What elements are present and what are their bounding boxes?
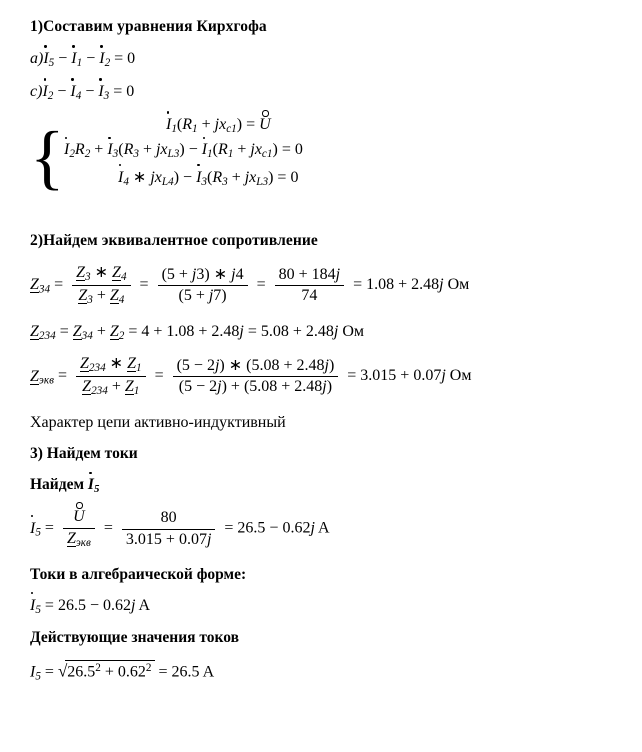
z234-equation: Z234 = Z34 + Z2 = 4 + 1.08 + 2.48j = 5.08 + 2.48j Ом <box>30 323 365 343</box>
phasor-i5: I <box>43 50 49 67</box>
phasor-i3: I <box>98 83 104 101</box>
z34-result: = 1.08 + 2.48j Ом <box>353 276 470 294</box>
equation-a <box>30 50 616 69</box>
zekv-result: = 3.015 + 0.07j Ом <box>347 367 472 385</box>
i5-alg-symbol: I <box>30 596 36 614</box>
i5-alg-rhs: = 26.5 − 0.62j A <box>44 596 151 614</box>
i5-fraction-2: $\frac{80}{3.015 + 0.07j}$ <box>122 509 215 549</box>
equation-c-label: c) <box>30 83 43 101</box>
z34-equation: Z34 = $\frac{Z3 ∗ Z4}{Z3 + Z4}$ = $\frac{(5 + j3) ∗ j4}{(5 + j7)}$ = $\frac{80 + 184j}{74}$ = 1.08 + 2.48j Ом <box>30 264 470 307</box>
phasor-i2-c: I <box>42 83 48 101</box>
zekv-fraction-1: $\frac{Z234 ∗ Z1}{Z234 + Z1}$ <box>76 355 146 398</box>
minus-2: − <box>86 50 96 67</box>
find-i5-sub: 5 <box>93 483 100 496</box>
z234-subscript: 234 <box>38 330 56 343</box>
section1-heading: 1)Составим уравнения Кирхгофа <box>30 18 267 35</box>
i5-rms-symbol: I <box>30 663 36 681</box>
algebraic-form-heading: Токи в алгебраической форме: <box>30 565 247 583</box>
z34-equals: = <box>54 276 64 294</box>
equation-c-rhs: = 0 <box>113 83 135 101</box>
i5-rms-result: = 26.5 A <box>158 663 215 681</box>
z234-symbol: Z <box>30 323 39 341</box>
phasor-i4-sub: 4 <box>75 90 82 103</box>
minus-2c: − <box>85 83 95 101</box>
z34-symbol: Z <box>30 276 39 294</box>
circuit-character: Характер цепи активно-индуктивный <box>30 414 286 432</box>
i5-equals: = <box>44 519 54 537</box>
z34-fraction-1: $\frac{Z3 ∗ Z4}{Z3 + Z4}$ <box>72 264 130 307</box>
phasor-i5-sub: 5 <box>48 57 55 70</box>
minus-1c: − <box>57 83 67 101</box>
zekv-fraction-2: $\frac{(5 - 2j) ∗ (5.08 + 2.48j)}{(5 - 2j) + (5.08 + 2.48j)}$ <box>173 357 339 397</box>
phasor-i2: I <box>99 50 105 67</box>
i5-fraction-1: $\frac{U}{\text{Zэкв}}$ <box>63 508 95 549</box>
i5-algebraic-value <box>30 597 616 616</box>
square-root <box>58 660 155 682</box>
equation-c <box>30 83 616 102</box>
find-i5-symbol: I <box>87 476 94 494</box>
radicand: 26.5$^2$ + 0.62$^2$ <box>65 660 154 682</box>
find-i5-text: Найдем <box>30 476 88 494</box>
kirchhoff-system <box>30 116 616 202</box>
i5-rms-equation <box>30 660 616 684</box>
system-line-1: I1(R1 + jxc1) = U <box>166 116 271 136</box>
minus-1: − <box>58 50 68 67</box>
radical-sign: √ <box>57 661 68 681</box>
equation-a-label: a) <box>30 50 44 67</box>
i5-result: = 26.5 − 0.62j A <box>224 519 330 537</box>
zekv-subscript: экв <box>38 374 54 387</box>
rms-heading: Действующие значения токов <box>30 628 240 646</box>
z34-fraction-3: $\frac{80 + 184j}{74}$ <box>275 266 344 306</box>
z34-subscript: 34 <box>38 283 51 296</box>
zekv-equals: = <box>57 367 67 385</box>
system-line-3: I4 ∗ jxL4) − I3(R3 + jxL3) = 0 <box>118 168 299 188</box>
phasor-i2-c-sub: 2 <box>47 90 54 103</box>
phasor-i2-sub: 2 <box>104 57 111 70</box>
equation-a-rhs: = 0 <box>114 50 136 67</box>
i5-rms-equals: = <box>44 663 54 681</box>
system-line-2: I2R2 + I3(R3 + jxL3) − I1(R1 + jxc1) = 0 <box>64 141 303 161</box>
system-brace: { <box>30 117 65 198</box>
find-i5-heading <box>30 476 616 495</box>
i5-symbol: I <box>30 519 36 537</box>
phasor-i1: I <box>71 50 77 67</box>
zekv-symbol: Z <box>30 367 39 385</box>
phasor-i1-sub: 1 <box>76 57 83 70</box>
i5-sub: 5 <box>35 526 41 539</box>
phasor-i3-sub: 3 <box>103 90 110 103</box>
i5-rms-sub: 5 <box>35 670 41 683</box>
section3-heading: 3) Найдем токи <box>30 445 138 463</box>
zekv-equation: Zэкв = $\frac{Z234 ∗ Z1}{Z234 + Z1}$ = $\frac{(5 - 2j) ∗ (5.08 + 2.48j)}{(5 - 2j) + (5.08 + 2.48j)}$ = 3.015 + 0.07j Ом <box>30 355 472 398</box>
z34-fraction-2: $\frac{(5 + j3) ∗ j4}{(5 + j7)}$ <box>158 266 248 306</box>
phasor-i4: I <box>70 83 76 101</box>
i5-alg-sub: 5 <box>35 603 41 616</box>
i5-formula: I5 = $\frac{U}{\text{Zэкв}}$ = $\frac{80}{3.015 + 0.07j}$ = 26.5 − 0.62j A <box>30 508 330 549</box>
section2-heading: 2)Найдем эквивалентное сопротивление <box>30 232 318 250</box>
